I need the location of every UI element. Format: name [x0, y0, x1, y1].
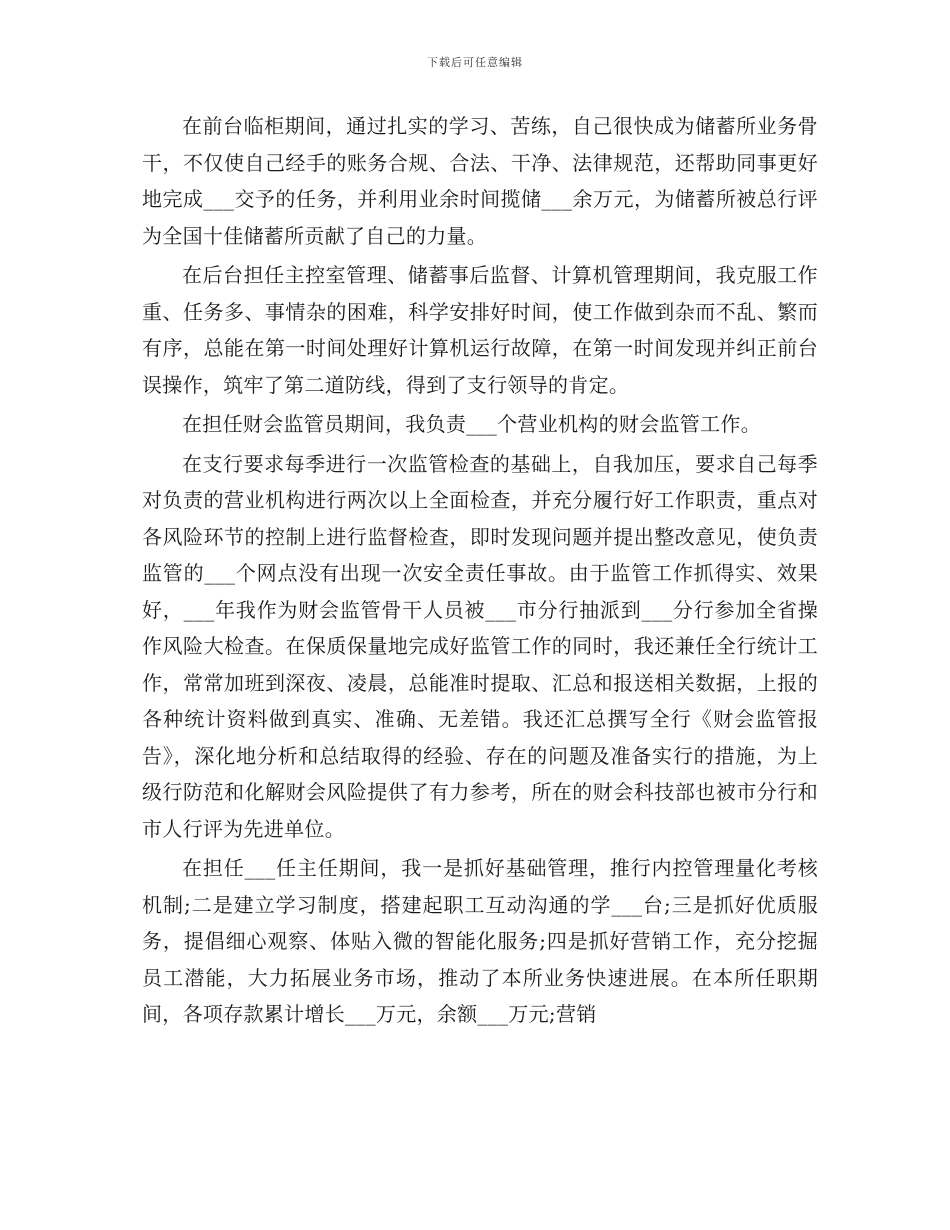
paragraph-quarterly-inspection: 在支行要求每季进行一次监管检查的基础上，自我加压，要求自己每季对负责的营业机构进行两次以上全面检查，并充分履行好工作职责，重点对各风险环节的控制上进行监督检查，即时发现问题并提出整改意见，使负责监管的___个网点没有出现一次安全责任事故。由于监管工作抓得实、效果好，___年我作为财会监管骨干人员被___市分行抽派到___分行参加全省操作风险大检查。在保质保量地完成好监管工作的同时，我还兼任全行统计工作，常常加班到深夜、凌晨，总能准时提取、汇总和报送相关数据，上报的各种统计资料做到真实、准确、无差错。我还汇总撰写全行《财会监管报告》，深化地分析和总结取得的经验、存在的问题及准备实行的措施，为上级行防范和化解财会风险提供了有力参考，所在的财会科技部也被市分行和市人行评为先进单位。 [142, 451, 818, 841]
document-body [142, 108, 818, 1036]
paragraph-supervisor: 在担任财会监管员期间，我负责___个营业机构的财会监管工作。 [182, 412, 761, 436]
paragraph-director: 在担任___任主任期间，我一是抓好基础管理，推行内控管理量化考核机制;二是建立学习制度，搭建起职工互动沟通的学___台;三是抓好优质服务，提倡细心观察、体贴入微的智能化服务;四是抓好营销工作，充分挖掘员工潜能，大力拓展业务市场，推动了本所业务快速进展。在本所任职期间，各项存款累计增长___万元，余额___万元;营销 [142, 856, 818, 1026]
header-note: 下载后可任意编辑 [427, 56, 523, 69]
paragraph-front-counter: 在前台临柜期间，通过扎实的学习、苦练，自己很快成为储蓄所业务骨干，不仅使自己经手的账务合规、合法、干净、法律规范，还帮助同事更好地完成___交予的任务，并利用业余时间揽储___余万元，为储蓄所被总行评为全国十佳储蓄所贡献了自己的力量。 [142, 114, 818, 248]
paragraph-back-office: 在后台担任主控室管理、储蓄事后监督、计算机管理期间，我克服工作重、任务多、事情杂的困难，科学安排好时间，使工作做到杂而不乱、繁而有序，总能在第一时间处理好计算机运行故障，在第一时间发现并纠正前台误操作，筑牢了第二道防线，得到了支行领导的肯定。 [142, 263, 818, 397]
